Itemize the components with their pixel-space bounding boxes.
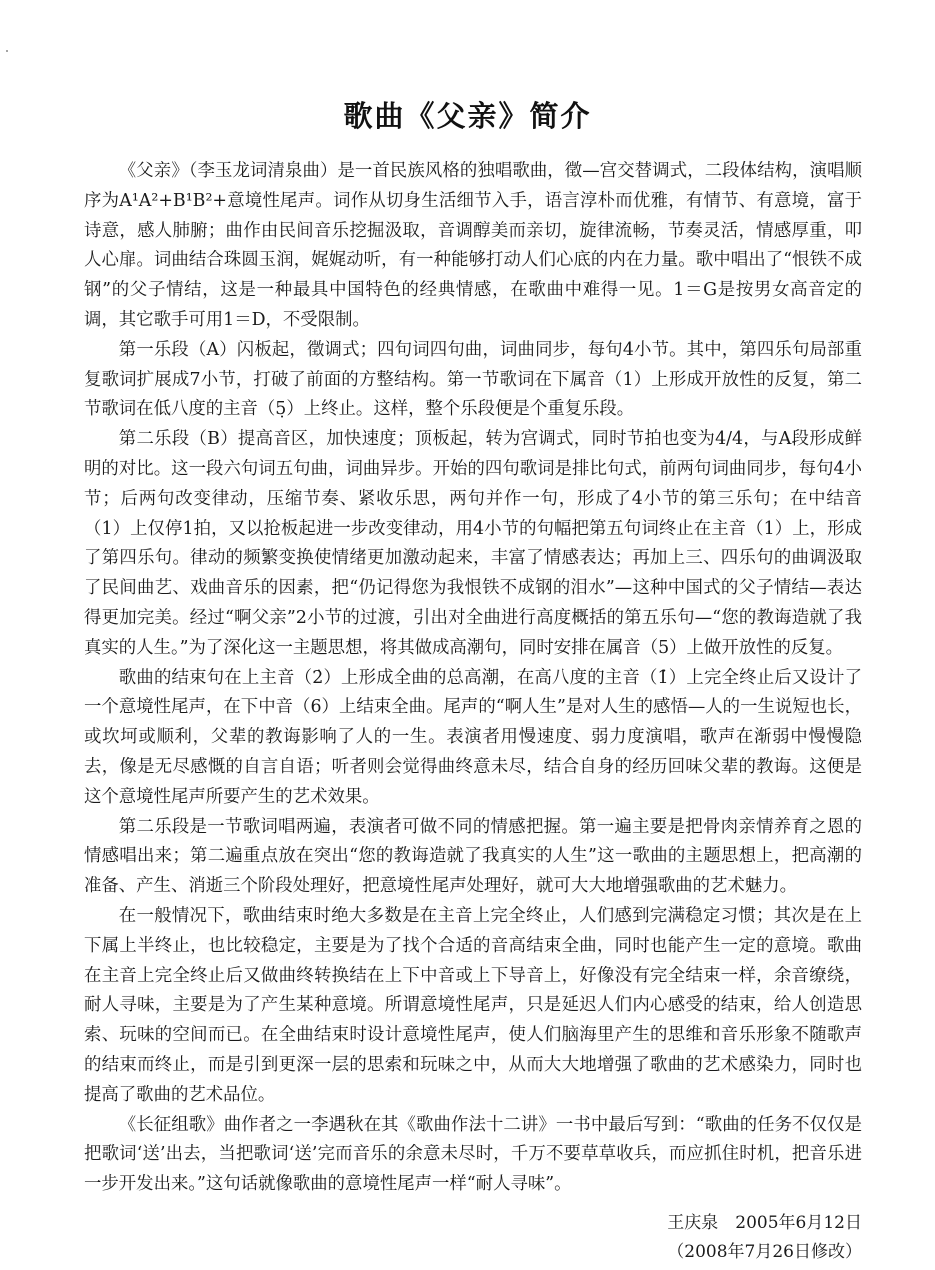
article-body (84, 157, 862, 1200)
author-date: 王庆泉 2005年6月12日 (667, 1213, 862, 1233)
page-title: 歌曲《父亲》简介 (343, 99, 592, 133)
paragraph-3: 第二乐段（B）提高音区，加快速度；顶板起，转为宫调式，同时节拍也变为4/4，与A段形成鲜明的对比。这一段六句词五句曲，词曲异步。开始的四句歌词是排比句式，前两句词曲同步，每句4小节；后两句改变律动，压缩节奏、紧收乐思，两句并作一句，形成了4小节的第三乐句；在中结音（1）上仅停1拍，又以抢板起进一步改变律动，用4小节的句幅把第五句词终止在主音（1）上，形成了第四乐句。律动的频繁变换使情绪更加激动起来，丰富了情感表达；再加上三、四乐句的曲调汲取了民间曲艺、戏曲音乐的因素，把“仍记得您为我恨铁不成钢的泪水”—这种中国式的父子情结—表达得更加完美。经过“啊父亲”2小节的过渡，引出对全曲进行高度概括的第五乐句—“您的教诲造就了我真实的人生。”为了深化这一主题思想，将其做成高潮句，同时安排在属音（5）上做开放性的反复。 (84, 429, 862, 658)
scan-speck (6, 50, 8, 52)
paragraph-4: 歌曲的结束句在上主音（2̇）上形成全曲的总高潮，在高八度的主音（1̇）上完全终止后又设计了一个意境性尾声，在下中音（6）上结束全曲。尾声的“啊人生”是对人生的感悟—人的一生说短也长，或坎坷或顺利，父辈的教诲影响了人的一生。表演者用慢速度、弱力度演唱，歌声在渐弱中慢慢隐去，像是无尽感慨的自言自语；听者则会觉得曲终意未尽，结合自身的经历回味父辈的教诲。这便是这个意境性尾声所要产生的艺术效果。 (84, 667, 862, 807)
paragraph-7: 《长征组歌》曲作者之一李遇秋在其《歌曲作法十二讲》一书中最后写到：“歌曲的任务不仅仅是把歌词‘送’出去，当把歌词‘送’完而音乐的余意未尽时，千万不要草草收兵，而应抓住时机，把音乐进一步开发出来。”这句话就像歌曲的意境性尾声一样“耐人寻味”。 (84, 1114, 862, 1195)
paragraph-6: 在一般情况下，歌曲结束时绝大多数是在主音上完全终止，人们感到完满稳定习惯；其次是在上下属上半终止，也比较稳定，主要是为了找个合适的音高结束全曲，同时也能产生一定的意境。歌曲在主音上完全终止后又做曲终转换结在上下中音或上下导音上，好像没有完全结束一样，余音缭绕，耐人寻味，主要是为了产生某种意境。所谓意境性尾声，只是延迟人们内心感受的结束，给人创造思索、玩味的空间而已。在全曲结束时设计意境性尾声，使人们脑海里产生的思维和音乐形象不随歌声的结束而终止，而是引到更深一层的思索和玩味之中，从而大大地增强了歌曲的艺术感染力，同时也提高了歌曲的艺术品位。 (84, 905, 862, 1105)
paragraph-1: 《父亲》（李玉龙词清泉曲）是一首民族风格的独唱歌曲，徵—宫交替调式，二段体结构，演唱顺序为A¹A²+B¹B²+意境性尾声。词作从切身生活细节入手，语言淳朴而优雅，有情节、有意境，富于诗意，感人肺腑；曲作由民间音乐挖掘汲取，音调醇美而亲切，旋律流畅，节奏灵活，情感厚重，叩人心扉。词曲结合珠圆玉润，娓娓动听，有一种能够打动人们心底的内在力量。歌中唱出了“恨铁不成钢”的父子情结，这是一种最具中国特色的经典情感，在歌曲中难得一见。1＝G是按男女高音定的调，其它歌手可用1＝D，不受限制。 (84, 161, 862, 330)
revision-note: （2008年7月26日修改） (667, 1242, 862, 1262)
signature-block (667, 1209, 862, 1267)
paragraph-5: 第二乐段是一节歌词唱两遍，表演者可做不同的情感把握。第一遍主要是把骨肉亲情养育之恩的情感唱出来；第二遍重点放在突出“您的教诲造就了我真实的人生”这一歌曲的主题思想上，把高潮的准备、产生、消逝三个阶段处理好，把意境性尾声处理好，就可大大地增强歌曲的艺术魅力。 (84, 816, 862, 897)
paragraph-2: 第一乐段（A）闪板起，徵调式；四句词四句曲，词曲同步，每句4小节。其中，第四乐句局部重复歌词扩展成7小节，打破了前面的方整结构。第一节歌词在下属音（1）上形成开放性的反复，第二节歌词在低八度的主音（5̣）上终止。这样，整个乐段便是个重复乐段。 (84, 339, 862, 420)
